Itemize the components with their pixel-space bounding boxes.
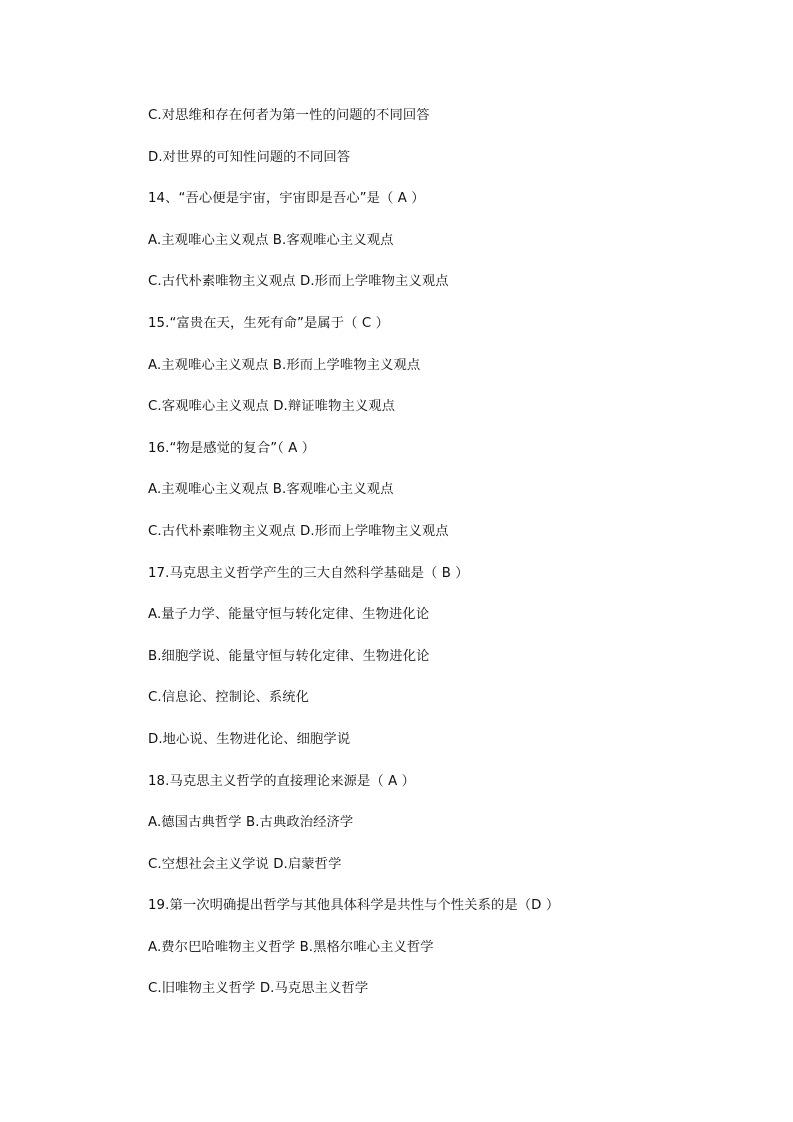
option-line: C.旧唯物主义哲学 D.马克思主义哲学 [148,981,369,997]
option-line: C.客观唯心主义观点 D.辩证唯物主义观点 [148,399,396,415]
question-18: 18.马克思主义哲学的直接理论来源是（ A ） [148,773,416,789]
question-15: 15.“富贵在天，生死有命”是属于（ C ） [148,315,390,331]
option-line: C.空想社会主义学说 D.启蒙哲学 [148,856,342,872]
question-19: 19.第一次明确提出哲学与其他具体科学是共性与个性关系的是（D ） [148,898,560,914]
option-line: A.费尔巴哈唯物主义哲学 B.黑格尔唯心主义哲学 [148,939,434,955]
option-line: B.细胞学说、能量守恒与转化定律、生物进化论 [148,648,430,664]
question-17: 17.马克思主义哲学产生的三大自然科学基础是（ B ） [148,565,469,581]
option-line: C.对思维和存在何者为第一性的问题的不同回答 [148,108,430,123]
option-line: A.量子力学、能量守恒与转化定律、生物进化论 [148,607,430,623]
question-14: 14、“吾心便是宇宙，宇宙即是吾心”是（ A ） [148,191,425,207]
option-line: C.古代朴素唯物主义观点 D.形而上学唯物主义观点 [148,523,449,539]
option-line: D.对世界的可知性问题的不同回答 [148,149,351,165]
option-line: C.信息论、控制论、系统化 [148,690,310,706]
option-line: A.主观唯心主义观点 B.客观唯心主义观点 [148,232,394,248]
question-list [148,106,748,1021]
option-line: A.主观唯心主义观点 B.形而上学唯物主义观点 [148,357,421,373]
question-16: 16.“物是感觉的复合”（ A ） [148,440,316,456]
option-line: C.古代朴素唯物主义观点 D.形而上学唯物主义观点 [148,274,449,290]
option-line: A.德国古典哲学 B.古典政治经济学 [148,815,354,831]
option-line: D.地心说、生物进化论、细胞学说 [148,731,351,747]
option-line: A.主观唯心主义观点 B.客观唯心主义观点 [148,482,394,498]
